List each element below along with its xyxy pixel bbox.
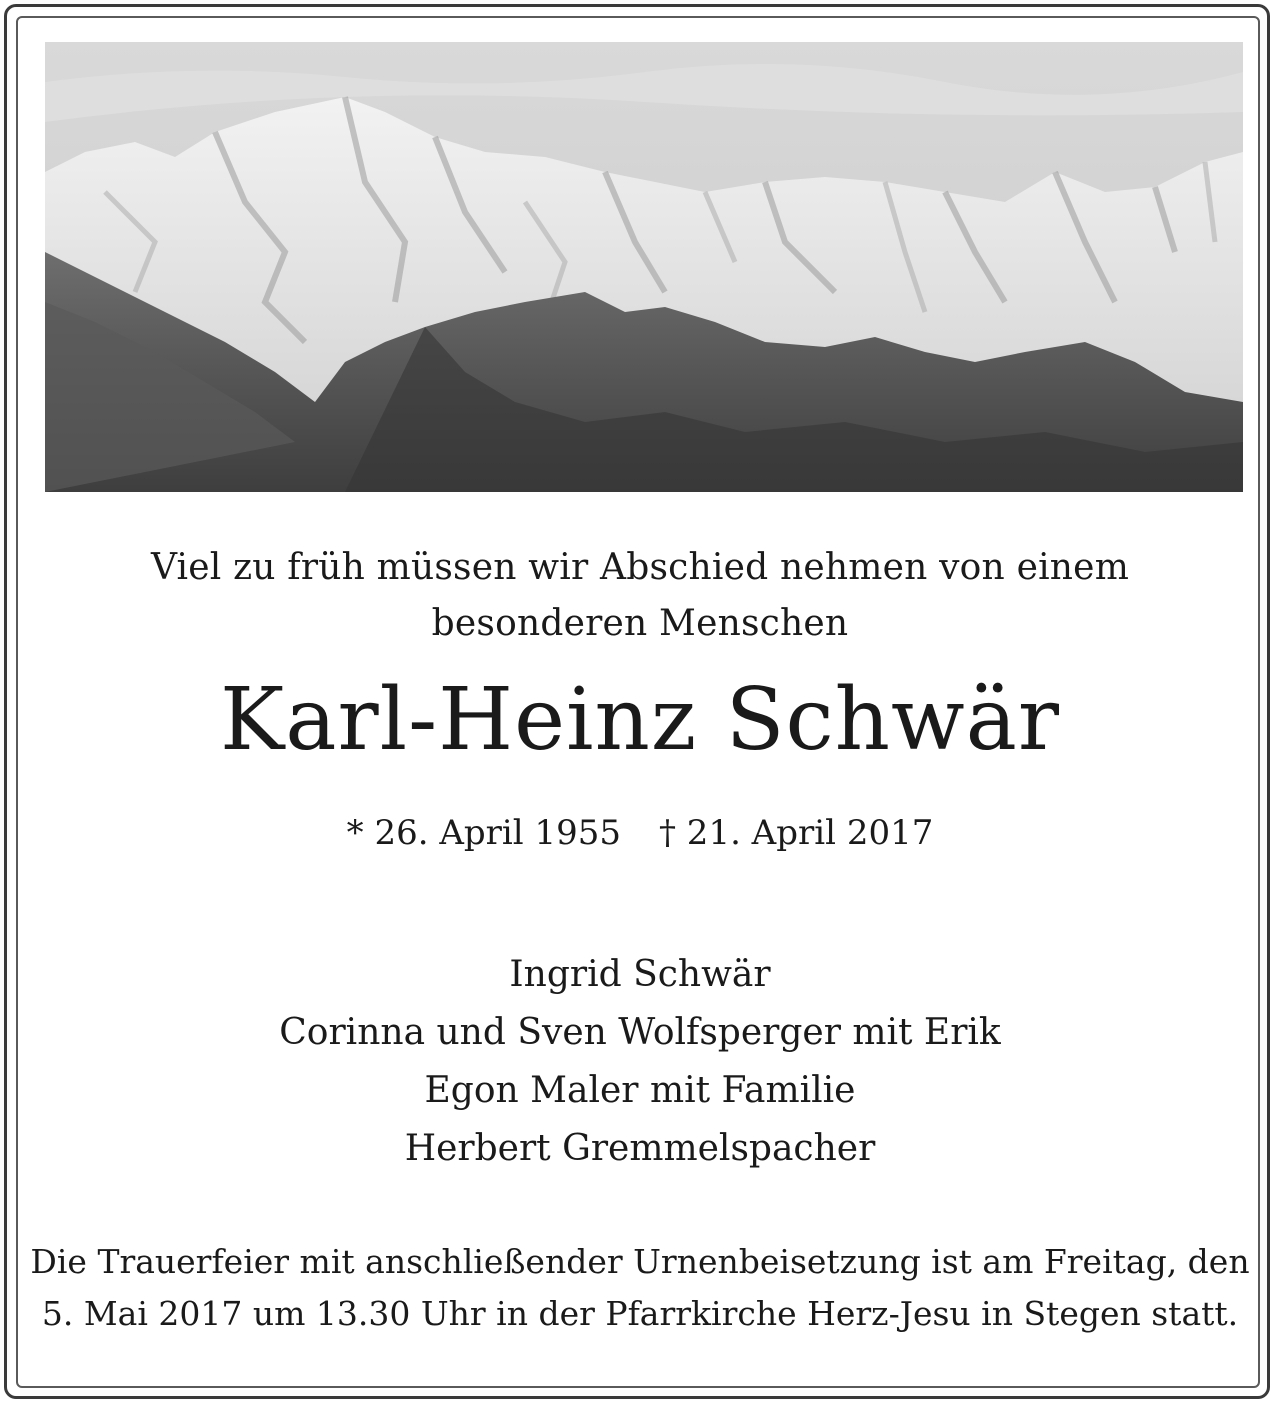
mourner-item: Ingrid Schwär bbox=[509, 954, 771, 995]
birth-date: * 26. April 1955 bbox=[346, 813, 621, 853]
mourner-item: Herbert Gremmelspacher bbox=[404, 1128, 876, 1169]
life-dates bbox=[30, 808, 1250, 858]
intro-line-2: besonderen Menschen bbox=[431, 603, 849, 644]
intro-text bbox=[30, 540, 1250, 652]
mountain-range-icon bbox=[45, 42, 1243, 492]
deceased-name: Karl-Heinz Schwär bbox=[219, 670, 1061, 770]
mourners-list bbox=[30, 946, 1250, 1178]
mourner-item: Egon Maler mit Familie bbox=[424, 1070, 856, 1111]
mountain-photo bbox=[45, 42, 1243, 492]
mourner-item: Corinna und Sven Wolfsperger mit Erik bbox=[279, 1012, 1001, 1053]
intro-line-1: Viel zu früh müssen wir Abschied nehmen von einem bbox=[150, 547, 1130, 588]
notice-line-2: 5. Mai 2017 um 13.30 Uhr in der Pfarrkirche Herz-Jesu in Stegen statt. bbox=[41, 1294, 1239, 1333]
death-date: † 21. April 2017 bbox=[659, 813, 934, 853]
funeral-notice bbox=[30, 1236, 1250, 1340]
notice-line-1: Die Trauerfeier mit anschließender Urnenbeisetzung ist am Freitag, den bbox=[30, 1242, 1250, 1281]
